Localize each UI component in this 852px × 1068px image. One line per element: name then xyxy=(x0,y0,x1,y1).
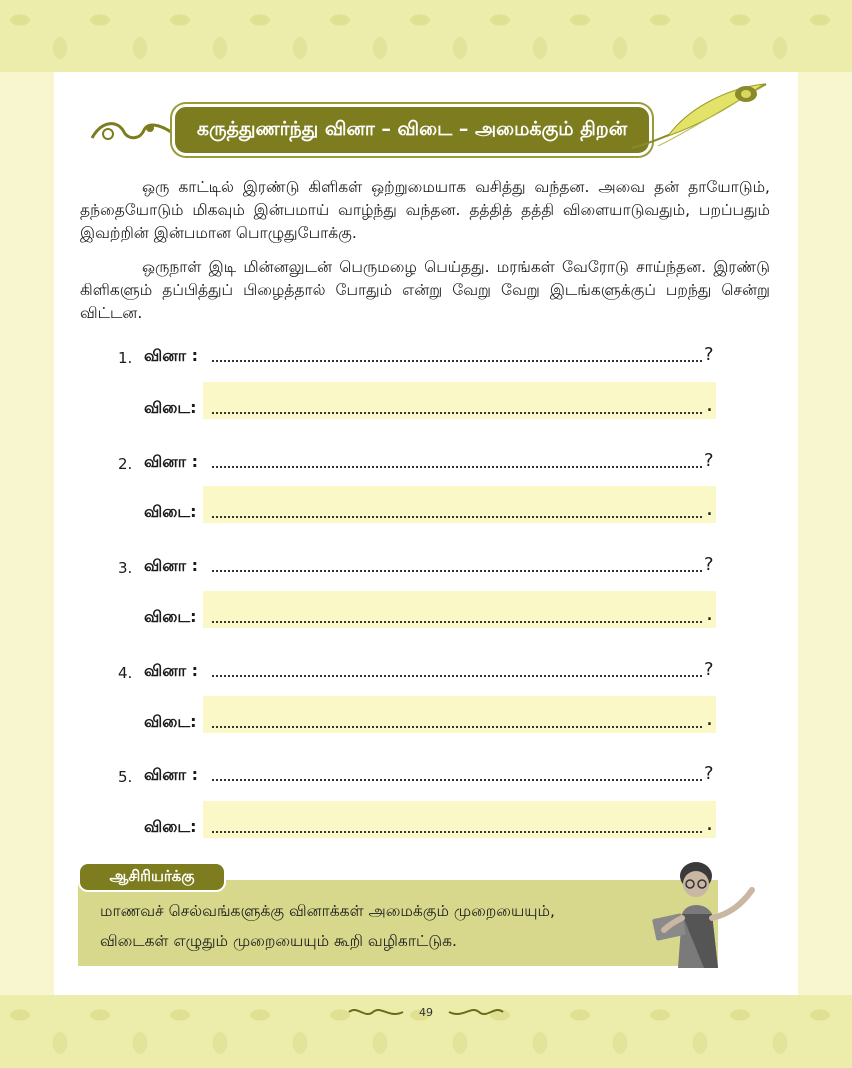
question-blank[interactable] xyxy=(212,673,702,677)
answer-full-stop: . xyxy=(706,706,713,731)
question-label: வினா : xyxy=(144,661,199,680)
answer-blank[interactable] xyxy=(212,619,702,623)
answer-full-stop: . xyxy=(706,392,713,417)
question-label: வினா : xyxy=(144,765,199,784)
answer-label: விடை: xyxy=(144,607,197,626)
question-blank[interactable] xyxy=(212,777,702,781)
question-mark: ? xyxy=(704,554,714,575)
teacher-note-line-2: விடைகள் எழுதும் முறையையும் கூறி வழிகாட்டுக. xyxy=(100,932,457,950)
question-label: வினா : xyxy=(144,452,199,471)
question-number: 3. xyxy=(118,559,133,577)
question-mark: ? xyxy=(704,450,714,471)
story-paragraph-2: ஒருநாள் இடி மின்னலுடன் பெருமழை பெய்தது. மரங்கள் வேரோடு சாய்ந்தன. இரண்டு கிளிகளும் தப்பித்துப் பிழைத்தால் போதும் என்று வேறு வேறு இடங்களுக்குப் பறந்து சென்று விட்டன. xyxy=(80,258,770,322)
teacher-note-line-1: மாணவச் செல்வங்களுக்கு வினாக்கள் அமைக்கும் முறையையும், xyxy=(100,902,555,920)
question-label: வினா : xyxy=(144,556,199,575)
answer-blank[interactable] xyxy=(212,829,702,833)
story-paragraph-1: ஒரு காட்டில் இரண்டு கிளிகள் ஒற்றுமையாக வசித்து வந்தன. அவை தன் தாயோடும், தந்தையோடும் மிகவும் இன்பமாய் வாழ்ந்து வந்தன. தத்தித் தத்தி விளையாடுவதும், பறப்பதும் இவற்றின் இன்பமான பொழுதுபோக்கு. xyxy=(80,178,770,242)
page-number: 49 xyxy=(419,1005,433,1019)
answer-full-stop: . xyxy=(706,496,713,521)
answer-full-stop: . xyxy=(706,601,713,626)
answer-label: விடை: xyxy=(144,502,197,521)
answer-label: விடை: xyxy=(144,398,197,417)
worksheet-page xyxy=(54,72,798,995)
footer-ornament-left-icon xyxy=(347,1005,405,1019)
question-label: வினா : xyxy=(144,346,199,365)
question-number: 4. xyxy=(118,664,133,682)
page-footer xyxy=(0,1000,852,1024)
question-mark: ? xyxy=(704,659,714,680)
answer-blank[interactable] xyxy=(212,410,702,414)
teacher-note-heading: ஆசிரியர்க்கு xyxy=(78,862,226,892)
question-number: 1. xyxy=(118,349,133,367)
teacher-illustration-icon xyxy=(634,856,764,968)
question-mark: ? xyxy=(704,763,714,784)
decorative-header-band xyxy=(0,0,852,72)
question-mark: ? xyxy=(704,344,714,365)
footer-ornament-right-icon xyxy=(447,1005,505,1019)
page-title: கருத்துணர்ந்து வினா – விடை – அமைக்கும் திறன் xyxy=(172,104,652,156)
answer-label: விடை: xyxy=(144,817,197,836)
question-number: 2. xyxy=(118,455,133,473)
answer-label: விடை: xyxy=(144,712,197,731)
question-blank[interactable] xyxy=(212,464,702,468)
peacock-feather-icon xyxy=(628,78,770,158)
question-blank[interactable] xyxy=(212,568,702,572)
question-blank[interactable] xyxy=(212,358,702,362)
scroll-ornament-icon xyxy=(88,114,178,148)
teacher-note-box xyxy=(78,880,718,966)
answer-blank[interactable] xyxy=(212,514,702,518)
answer-blank[interactable] xyxy=(212,724,702,728)
question-number: 5. xyxy=(118,768,133,786)
answer-full-stop: . xyxy=(706,811,713,836)
